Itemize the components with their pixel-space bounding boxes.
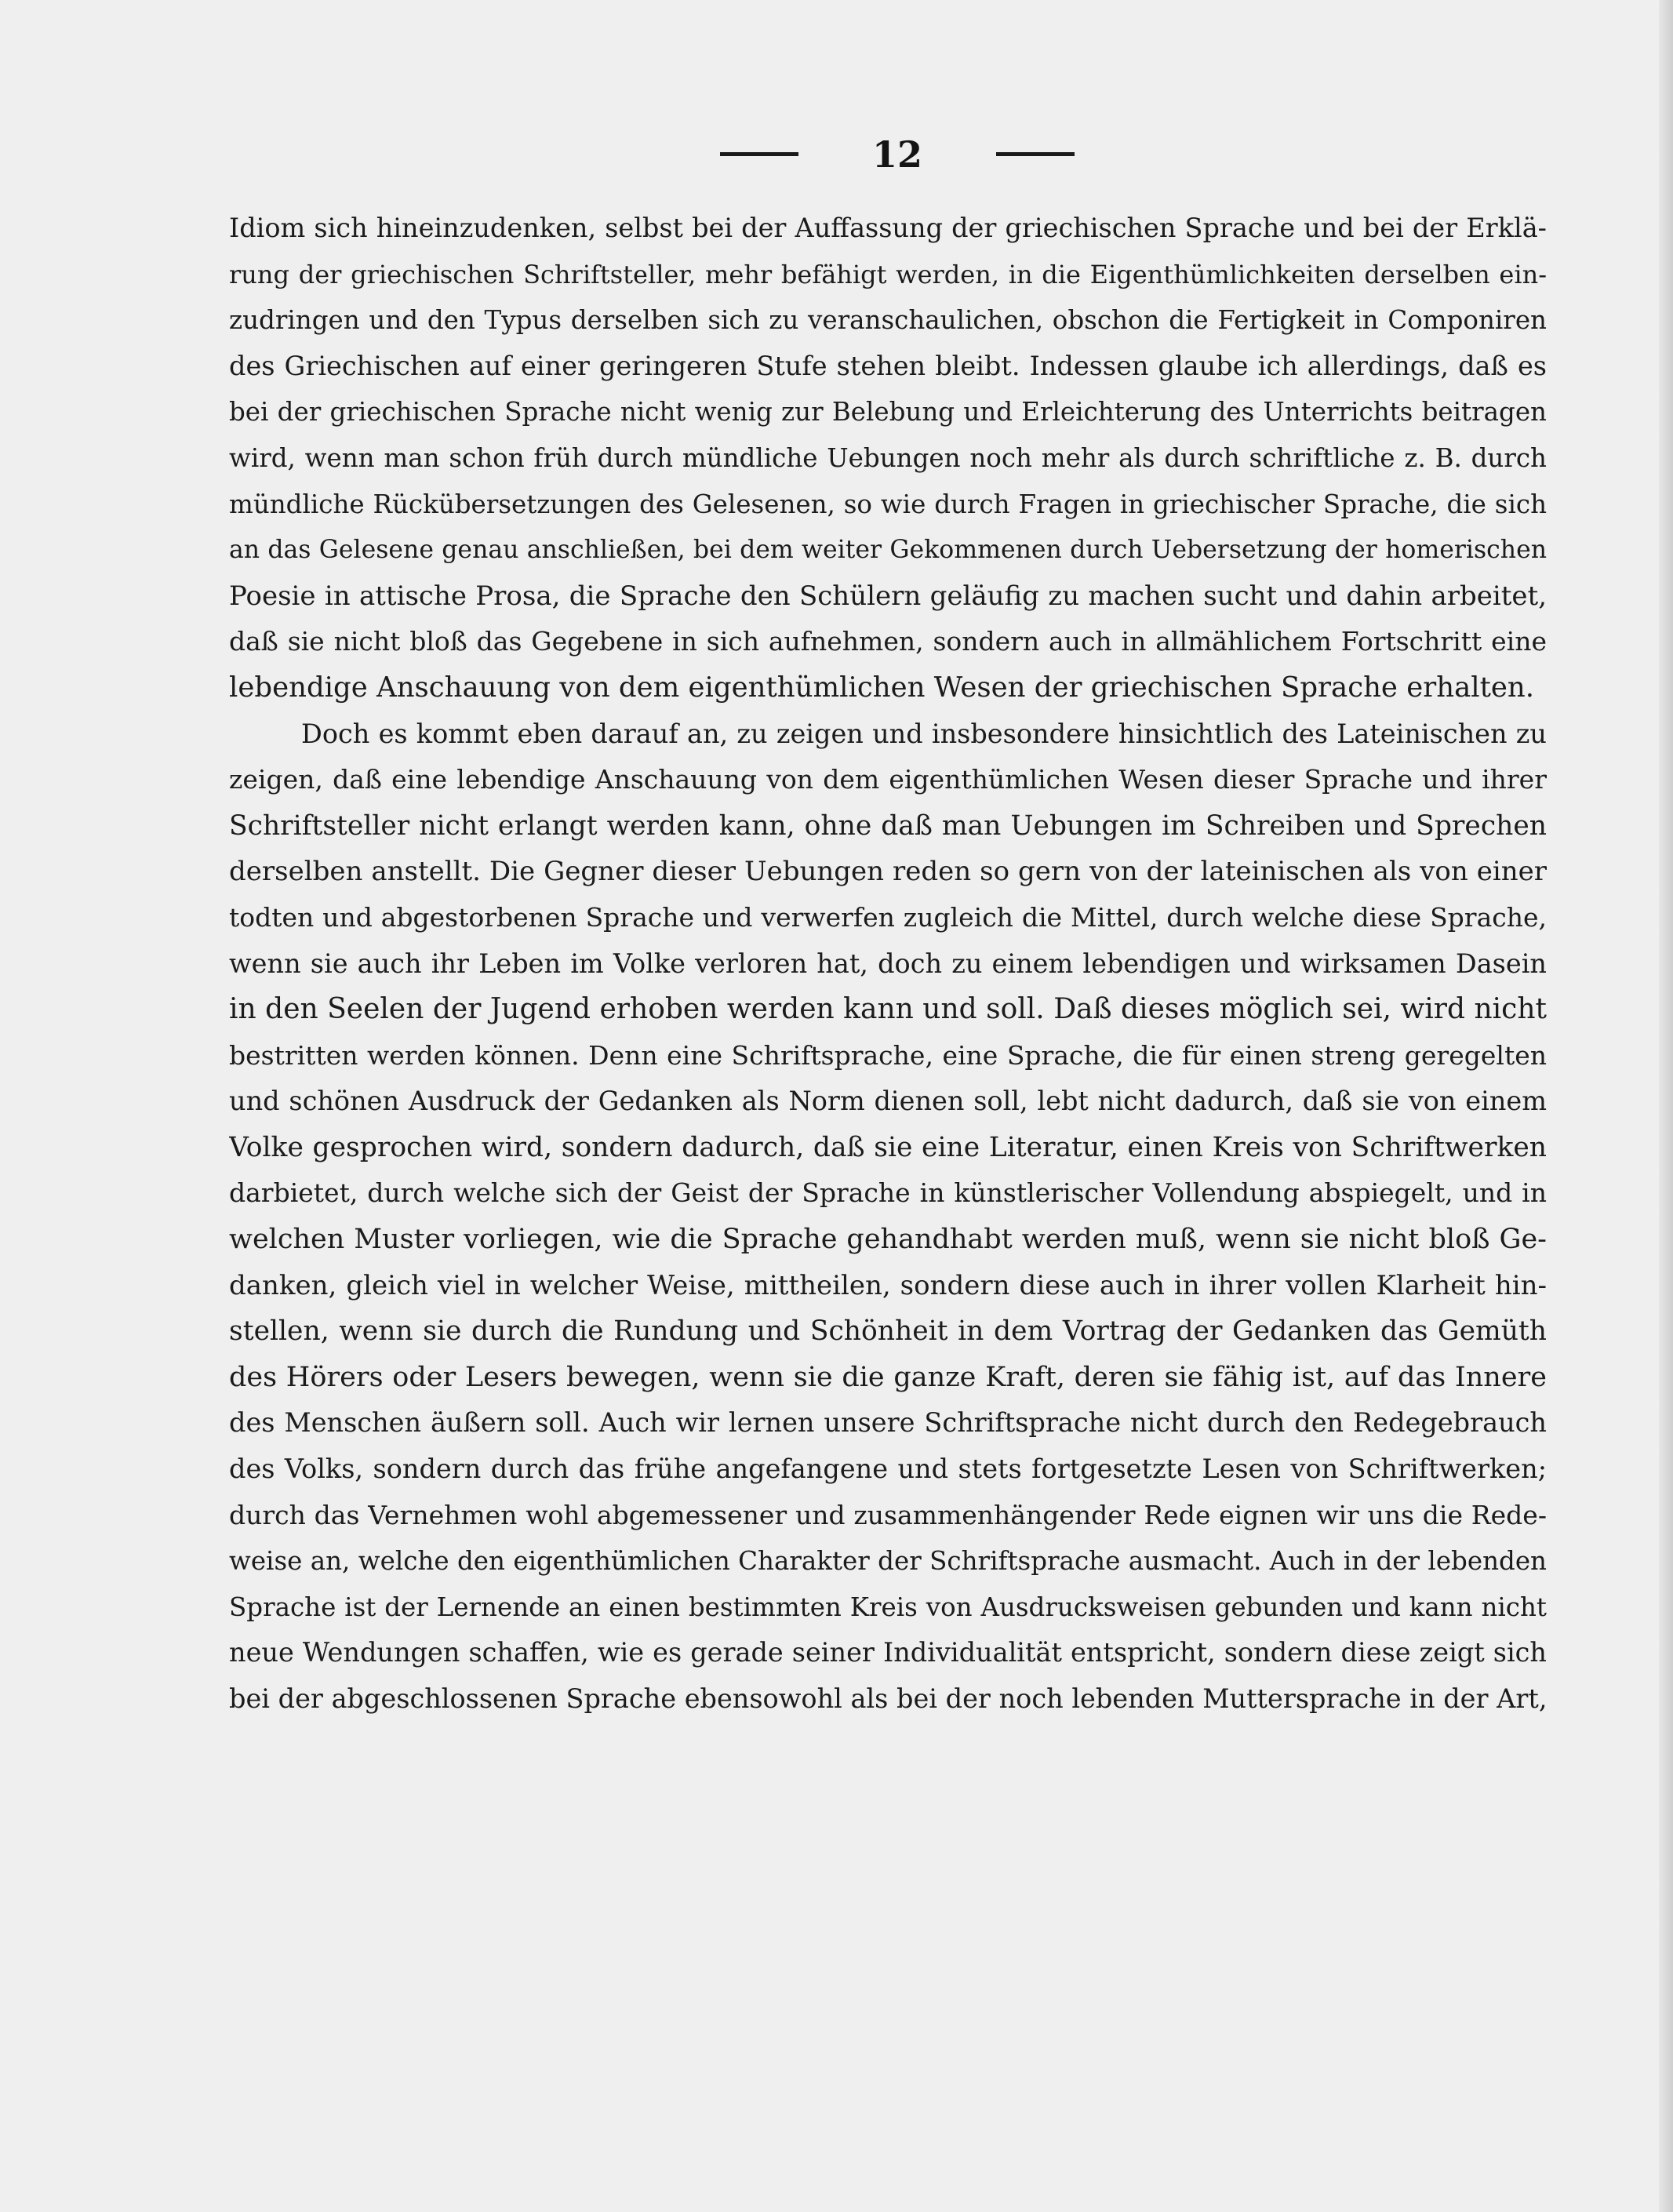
text-line: zudringen und den Typus derselben sich zu veranschaulichen, obschon die Fertigkeit in Componiren — [229, 305, 1547, 336]
text-line: danken, gleich viel in welcher Weise, mittheilen, sondern diese auch in ihrer vollen Klarheit hin- — [229, 1269, 1547, 1301]
text-line: neue Wendungen schaffen, wie es gerade seiner Individualität entspricht, sondern diese zeigt sich — [229, 1637, 1547, 1668]
text-line: in den Seelen der Jugend erhoben werden kann und soll. Daß dieses möglich sei, wird nicht — [229, 993, 1547, 1026]
text-line: bestritten werden können. Denn eine Schriftsprache, eine Sprache, die für einen streng geregelten — [229, 1039, 1547, 1071]
text-line: zeigen, daß eine lebendige Anschauung von dem eigenthümlichen Wesen dieser Sprache und ihrer — [229, 764, 1547, 795]
text-line: Schriftsteller nicht erlangt werden kann, ohne daß man Uebungen im Schreiben und Sprechen — [229, 809, 1547, 842]
text-line: wenn sie auch ihr Leben im Volke verloren hat, doch zu einem lebendigen und wirksamen Dasein — [229, 948, 1547, 979]
text-line: wird, wenn man schon früh durch mündliche Uebungen noch mehr als durch schriftliche z. B. durch — [229, 442, 1547, 473]
page-number: 12 — [871, 133, 922, 176]
text-line: todten und abgestorbenen Sprache und verwerfen zugleich die Mittel, durch welche diese Sprache, — [229, 901, 1547, 933]
text-line: des Menschen äußern soll. Auch wir lernen unsere Schriftsprache nicht durch den Redegebrauch — [229, 1407, 1547, 1439]
header-rule-right — [996, 152, 1075, 156]
text-line: mündliche Rückübersetzungen des Gelesenen, so wie durch Fragen in griechischer Sprache, die sich — [229, 489, 1547, 519]
text-line: des Volks, sondern durch das frühe angefangene und stets fortgesetzte Lesen von Schriftwerken; — [229, 1453, 1547, 1485]
text-line: weise an, welche den eigenthümlichen Charakter der Schriftsprache ausmacht. Auch in der lebenden — [229, 1546, 1547, 1577]
text-line: Poesie in attische Prosa, die Sprache den Schülern geläufig zu machen sucht und dahin arbeitet, — [229, 580, 1547, 612]
text-line: an das Gelesene genau anschließen, bei dem weiter Gekommenen durch Uebersetzung der homerischen — [229, 536, 1547, 565]
page-header — [0, 133, 1673, 188]
text-line: stellen, wenn sie durch die Rundung und Schönheit in dem Vortrag der Gedanken das Gemüth — [229, 1315, 1547, 1348]
text-line: und schönen Ausdruck der Gedanken als Norm dienen soll, lebt nicht dadurch, daß sie von einem — [229, 1086, 1547, 1117]
paragraph-end-line: lebendige Anschauung von dem eigenthümlichen Wesen der griechischen Sprache erhalten. — [229, 671, 1535, 704]
text-line: durch das Vernehmen wohl abgemessener und zusammenhängender Rede eignen wir uns die Rede- — [229, 1499, 1547, 1530]
paragraph-start-line: Doch es kommt eben darauf an, zu zeigen und insbesondere hinsichtlich des Lateinischen zu — [301, 718, 1547, 749]
body-text — [229, 206, 1547, 1723]
text-line: bei der abgeschlossenen Sprache ebensowohl als bei der noch lebenden Muttersprache in der Art, — [229, 1683, 1547, 1714]
text-line: rung der griechischen Schriftsteller, mehr befähigt werden, in die Eigenthümlichkeiten derselben ein- — [229, 259, 1547, 289]
text-line: daß sie nicht bloß das Gegebene in sich aufnehmen, sondern auch in allmählichem Fortschritt eine — [229, 626, 1547, 657]
text-line: Idiom sich hineinzudenken, selbst bei der Auffassung der griechischen Sprache und bei der Erklä- — [229, 213, 1547, 243]
text-line: des Griechischen auf einer geringeren Stufe stehen bleibt. Indessen glaube ich allerdings, daß es — [229, 350, 1547, 381]
text-line: darbietet, durch welche sich der Geist der Sprache in künstlerischer Vollendung abspiegelt, und in — [229, 1177, 1547, 1209]
header-rule-left — [720, 152, 798, 156]
page-edge-shadow — [1659, 0, 1673, 2212]
text-line: Volke gesprochen wird, sondern dadurch, daß sie eine Literatur, einen Kreis von Schriftwerken — [229, 1131, 1547, 1163]
text-line: bei der griechischen Sprache nicht wenig zur Belebung und Erleichterung des Unterrichts beitragen — [229, 397, 1547, 427]
text-line: derselben anstellt. Die Gegner dieser Uebungen reden so gern von der lateinischen als von einer — [229, 856, 1547, 888]
text-line: welchen Muster vorliegen, wie die Sprache gehandhabt werden muß, wenn sie nicht bloß Ge- — [229, 1224, 1547, 1256]
text-line: des Hörers oder Lesers bewegen, wenn sie die ganze Kraft, deren sie fähig ist, auf das Innere — [229, 1361, 1547, 1393]
text-line: Sprache ist der Lernende an einen bestimmten Kreis von Ausdrucksweisen gebunden und kann nicht — [229, 1592, 1547, 1622]
